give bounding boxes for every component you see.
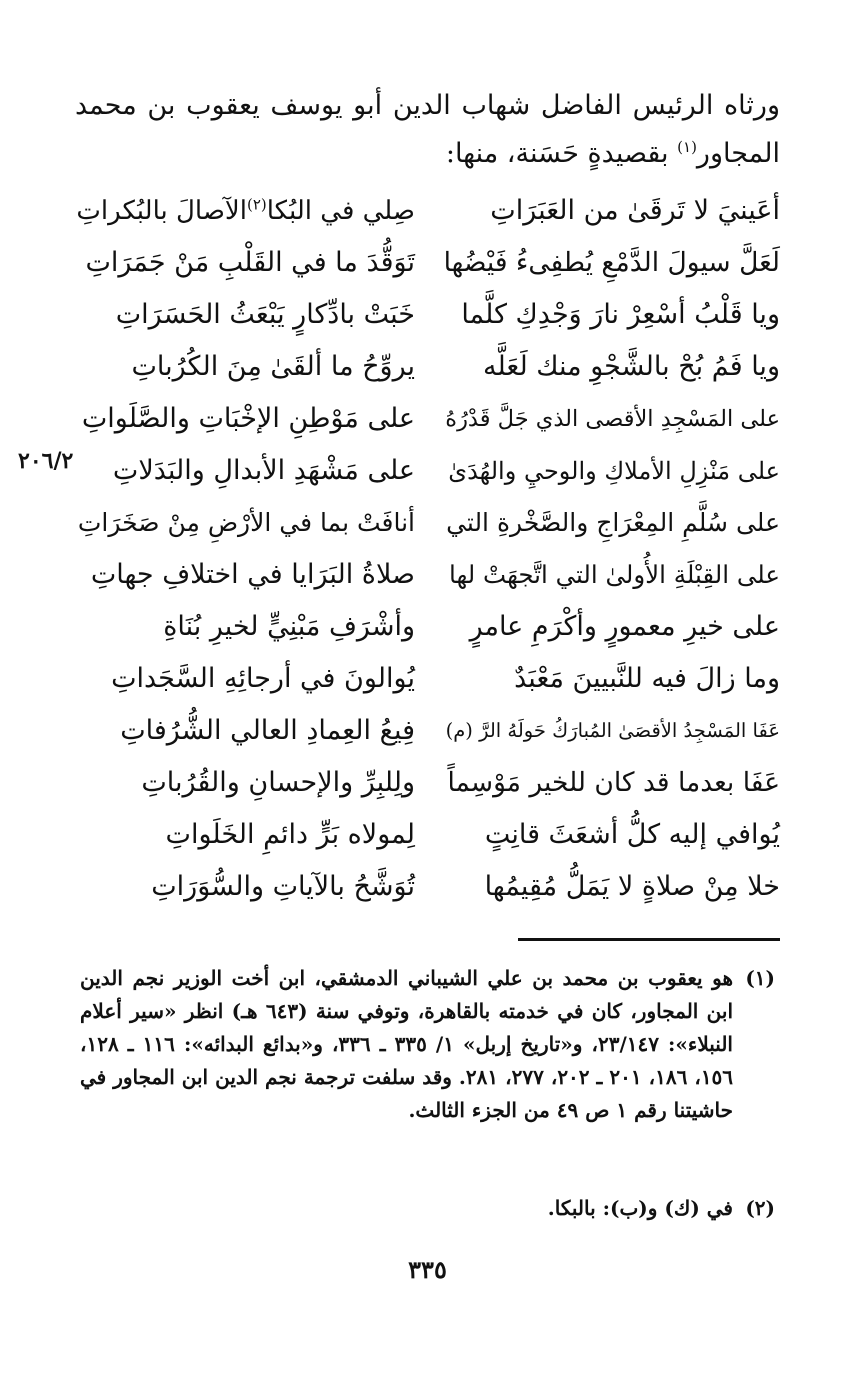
- verse-first-hemistich: يُوافي إليه كلُّ أشعَثَ قانِتٍ: [484, 819, 780, 850]
- verse-12: [75, 758, 780, 808]
- verse-8: [75, 550, 780, 600]
- verse-second-hemistich: على مَوْطِنِ الإخْبَاتِ والصَّلَواتِ: [81, 403, 415, 434]
- margin-reference: ٢٠٦/٢: [18, 448, 74, 474]
- verse-first-hemistich: على المَسْجِدِ الأقصى الذي جَلَّ قَدْرُهُ: [445, 406, 780, 432]
- verse-first-hemistich: ويا قَلْبُ أسْعِرْ نارَ وَجْدِكِ كلَّما: [461, 299, 780, 330]
- footnote-ref-2: (٢): [246, 195, 267, 214]
- verse-second-hemistich: يروِّحُ ما ألقَىٰ مِنَ الكُرُباتِ: [131, 351, 415, 382]
- intro-line-1: ورثاه الرئيس الفاضل شهاب الدين أبو يوسف يعقوب بن محمد: [75, 90, 780, 121]
- verse-10: [75, 654, 780, 704]
- footnote-number: (١): [745, 966, 775, 990]
- verse-2: [75, 238, 780, 288]
- intro-line-2: [75, 134, 780, 174]
- verse-first-hemistich: وما زالَ فيه للنَّبيينَ مَعْبَدٌ: [514, 663, 780, 694]
- verse-first-hemistich: على خيرِ معمورٍ وأكْرَمِ عامرٍ: [469, 611, 780, 642]
- footnote-ref-1: (١): [677, 138, 697, 156]
- verse-5: [75, 394, 780, 444]
- page-number: ٣٣٥: [408, 1255, 447, 1284]
- footnote-text: هو يعقوب بن محمد بن علي الشيباني الدمشقي، ابن أخت الوزير نجم الدين ابن المجاور، كان في خدمته بالقاهرة، وتوفي سنة (٦٤٣ هـ) انظر «سير أعلام النبلاء»: ٢٣/١٤٧، و«تاريخ إربل» ١/ ٣٣٥ ـ ٣٣٦، و«بدائع البدائه»: ١١٦ ـ ١٢٨، ١٥٦، ١٨٦، ٢٠١ ـ ٢٠٢، ٢٧٧، ٢٨١. وقد سلفت ترجمة نجم الدين ابن المجاور في حاشيتنا رقم ١ ص ٤٩ من الجزء الثالث.: [80, 966, 734, 1122]
- verse-13: [75, 810, 780, 860]
- verse-7: [75, 498, 780, 548]
- verse-1: [75, 186, 780, 236]
- verse-second-hemistich: على مَشْهَدِ الأبدالِ والبَدَلاتِ: [112, 455, 415, 486]
- verse-second-hemistich: لِمولاه بَرٍّ دائمِ الخَلَواتِ: [165, 819, 415, 850]
- footnote-number: (٢): [745, 1196, 775, 1220]
- verse-6: [75, 446, 780, 496]
- verse-first-hemistich: على مَنْزِلِ الأملاكِ والوحيِ والهُدَىٰ: [448, 457, 780, 485]
- verse-second-hemistich: يُوالونَ في أرجائِهِ السَّجَداتِ: [111, 663, 415, 694]
- verse-second-hemistich: خَبَتْ بادِّكارٍ يَبْعَثُ الحَسَرَاتِ: [115, 299, 415, 330]
- verse-first-hemistich: على سُلَّمِ المِعْرَاجِ والصَّخْرةِ التي: [446, 508, 780, 537]
- intro-continuation: بقصيدةٍ حَسَنة، منها:: [445, 138, 678, 169]
- intro-author: المجاور: [696, 138, 780, 169]
- footnote-divider: [518, 938, 780, 941]
- verse-first-hemistich: ويا فَمُ بُحْ بالشَّجْوِ منك لَعَلَّه: [483, 351, 780, 382]
- verse-11: [75, 706, 780, 756]
- verse-second-hemistich: تُوَشَّحُ بالآياتِ والسُّوَرَاتِ: [151, 871, 415, 902]
- verse-9: [75, 602, 780, 652]
- hemistich-part: الآصالَ بالبُكراتِ: [76, 196, 247, 226]
- verse-second-hemistich: أنافَتْ بما في الأرْضِ مِنْ صَخَرَاتِ: [77, 508, 415, 537]
- verse-first-hemistich: عَفَا المَسْجِدُ الأقصَىٰ المُبارَكُ حَولَهُ الرَّ (م): [445, 719, 780, 742]
- footnote-2: [80, 1192, 775, 1225]
- verse-second-hemistich: [75, 186, 415, 236]
- verse-second-hemistich: صلاةُ البَرَايا في اختلافِ جهاتِ: [90, 559, 415, 590]
- verse-first-hemistich: على القِبْلَةِ الأُولىٰ التي اتَّجهَتْ لها: [449, 560, 780, 589]
- verse-first-hemistich: لَعَلَّ سيولَ الدَّمْعِ يُطفِىءُ فَيْضُها: [443, 247, 780, 278]
- verse-3: [75, 290, 780, 340]
- footnote-text: في (ك) و(ب): بالبكا.: [547, 1196, 733, 1220]
- footnote-1: [80, 962, 775, 1127]
- verse-first-hemistich: خلا مِنْ صلاةٍ لا يَمَلُّ مُقِيمُها: [484, 871, 780, 902]
- verse-second-hemistich: تَوَقُّدَ ما في القَلْبِ مَنْ جَمَرَاتِ: [85, 247, 415, 278]
- hemistich-part: صِلي في البُكا: [266, 196, 415, 226]
- verse-14: [75, 862, 780, 912]
- verse-first-hemistich: أعَينيَ لا تَرقَىٰ من العَبَرَاتِ: [490, 195, 780, 226]
- verse-first-hemistich: عَفَا بعدما قد كان للخير مَوْسِماً: [447, 767, 780, 798]
- verse-second-hemistich: وأشْرَفِ مَبْنِيٍّ لخيرِ بُنَاةِ: [163, 611, 415, 642]
- verse-second-hemistich: ولِلبِرِّ والإحسانِ والقُرُباتِ: [141, 767, 415, 798]
- verse-second-hemistich: فِيعُ العِمادِ العالي الشُّرُفاتِ: [120, 715, 415, 746]
- verse-4: [75, 342, 780, 392]
